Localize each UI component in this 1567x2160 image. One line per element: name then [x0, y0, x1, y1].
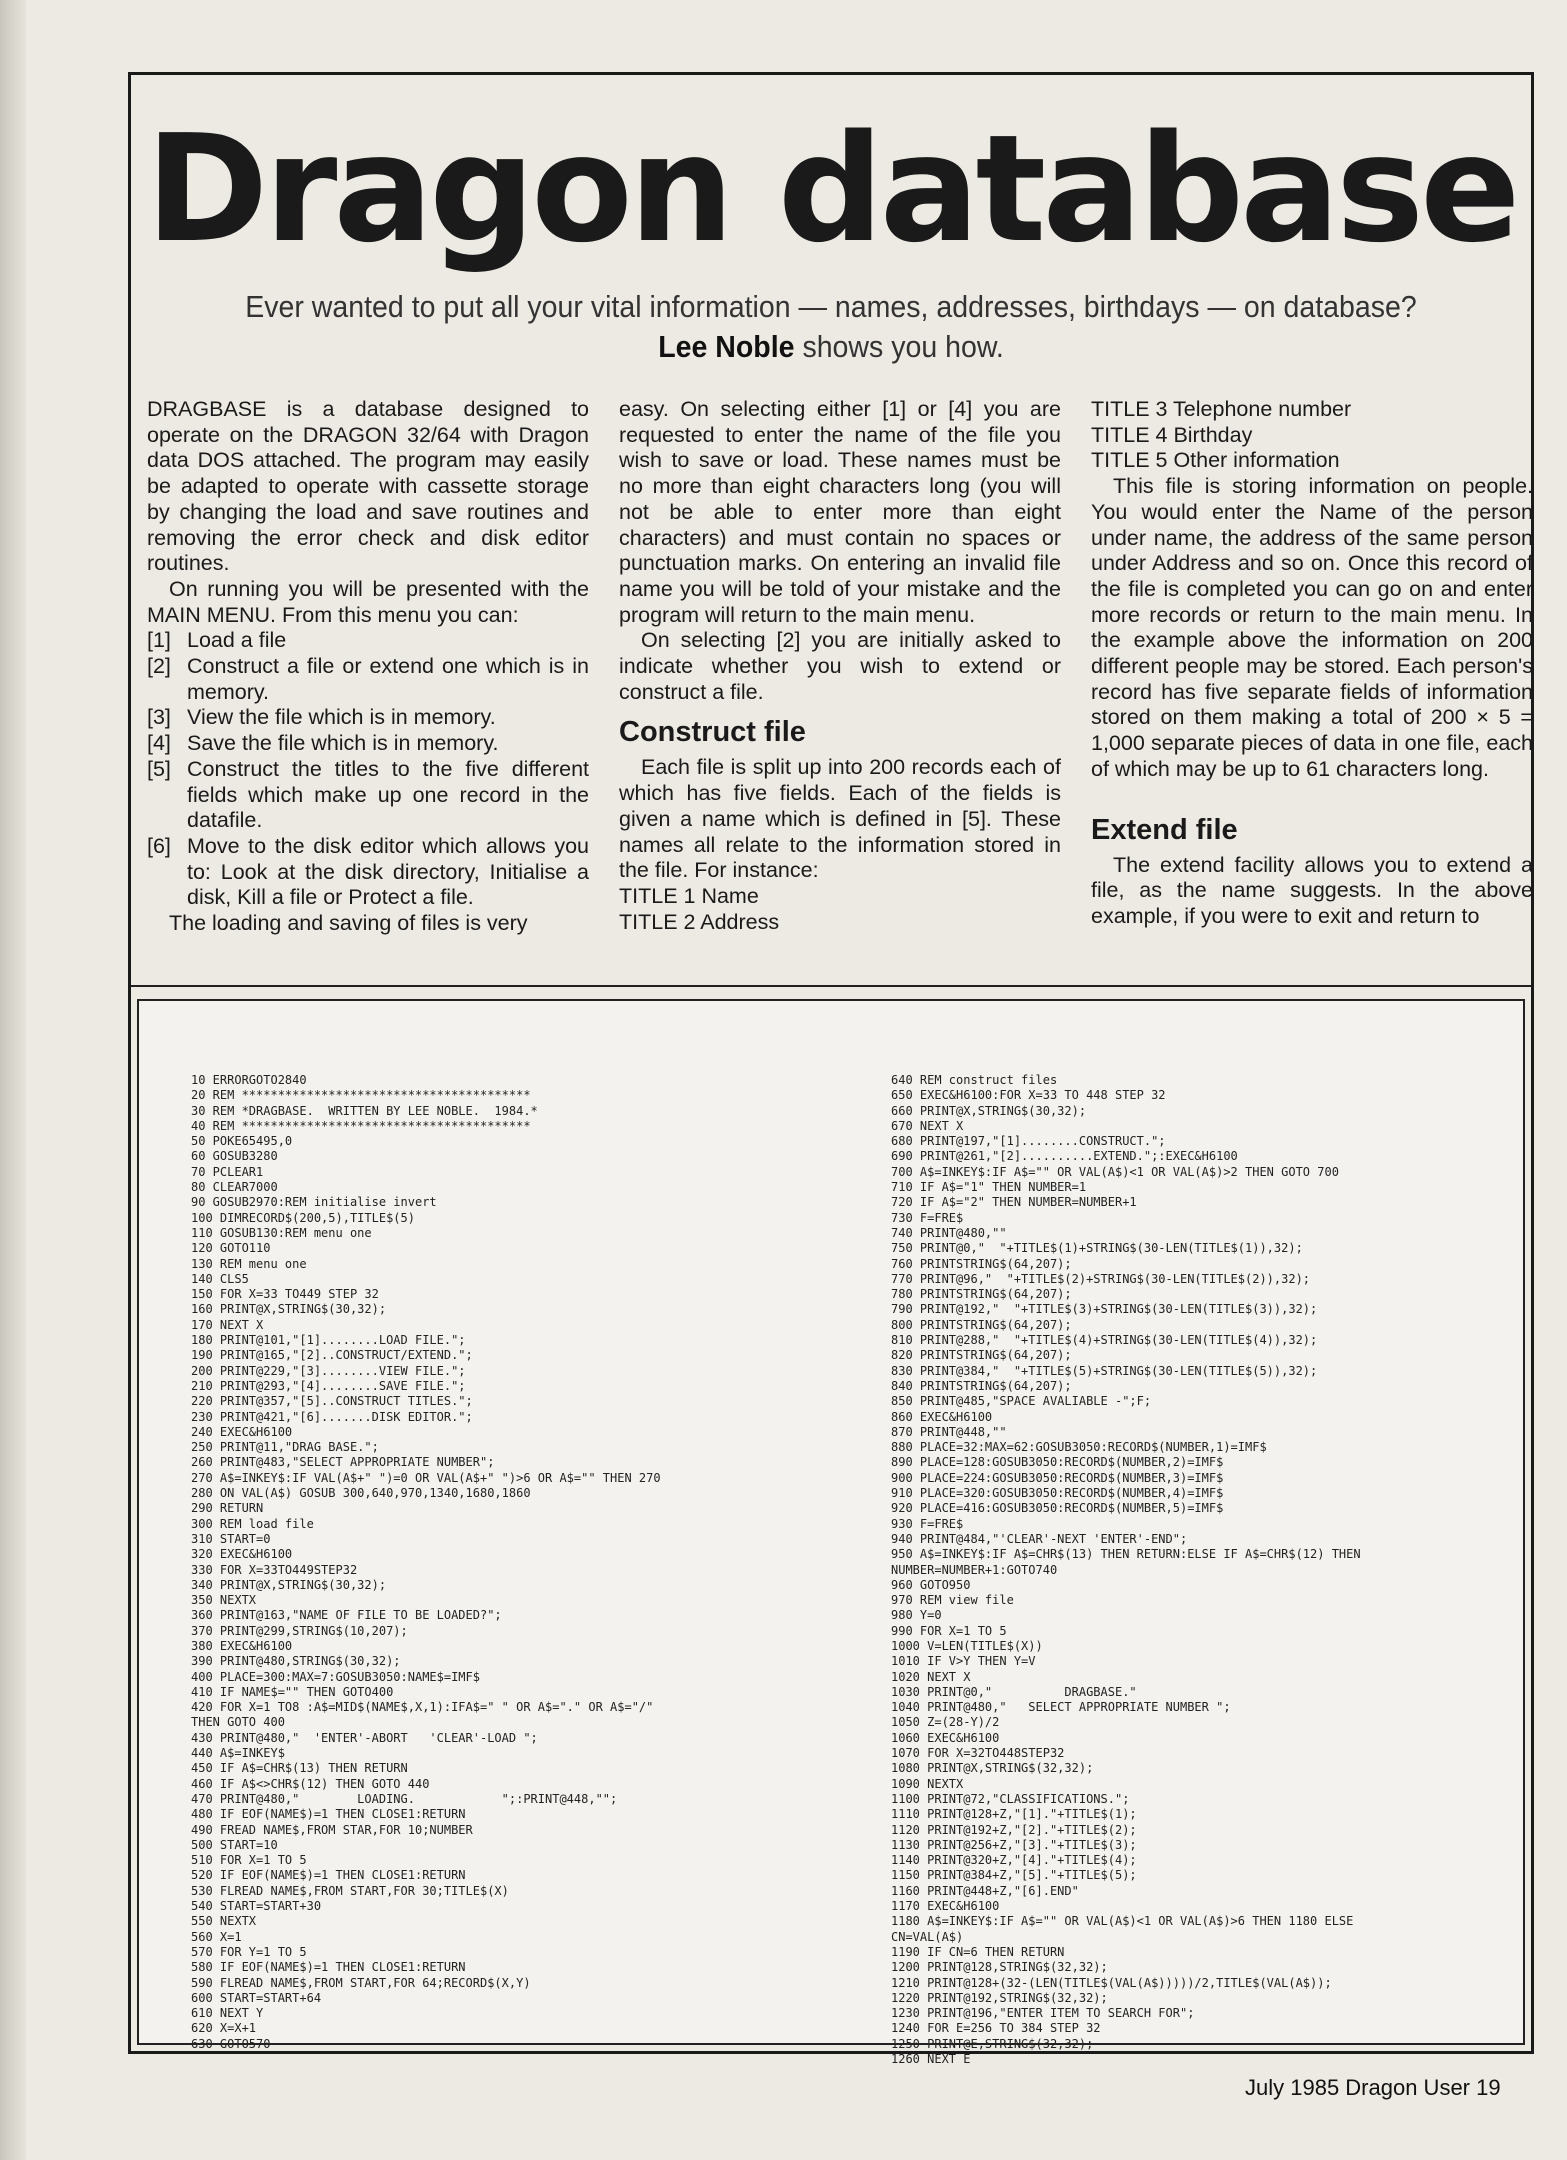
title-example: TITLE 1 Name [619, 883, 759, 908]
listing-right-column: 640 REM construct files 650 EXEC&H6100:FOR X=33 TO 448 STEP 32 660 PRINT@X,STRING$(30,32); 670 NEXT X 680 PRINT@197,"[1]........CONSTRUCT."; 690 PRINT@261,"[2]..........EXTEND.";:EXEC&H6100 700 A$=INKEY$:IF A$="" OR VAL(A$)<1 OR VAL(A$)>2 THEN GOTO 700 710 IF A$="1" THEN NUMBER=1 720 IF A$="2" THEN NUMBER=NUMBER+1 730 F=FRE$ 740 PRINT@480,"" 750 PRINT@0," "+TITLE$(1)+STRING$(30-LEN(TITLE$(1)),32); 760 PRINTSTRING$(64,207); 770 PRINT@96," "+TITLE$(2)+STRING$(30-LEN(TITLE$(2)),32); 780 PRINTSTRING$(64,207); 790 PRINT@192," "+TITLE$(3)+STRING$(30-LEN(TITLE$(3)),32); 800 PRINTSTRING$(64,207); 810 PRINT@288," "+TITLE$(4)+STRING$(30-LEN(TITLE$(4)),32); 820 PRINTSTRING$(64,207); 830 PRINT@384," "+TITLE$(5)+STRING$(30-LEN(TITLE$(5)),32); 840 PRINTSTRING$(64,207); 850 PRINT@485,"SPACE AVALIABLE -";F; 860 EXEC&H6100 870 PRINT@448,"" 880 PLACE=32:MAX=62:GOSUB3050:RECORD$(NUMBER,1)=IMF$ 890 PLACE=128:GOSUB3050:RECORD$(NUMBER,2)=IMF$ 900 PLACE=224:GOSUB3050:RECORD$(NUMBER,3)=IMF$ 910 PLACE=320:GOSUB3050:RECORD$(NUMBER,4)=IMF$ 920 PLACE=416:GOSUB3050:RECORD$(NUMBER,5)=IMF$ 930 F=FRE$ 940 PRINT@484,"'CLEAR'-NEXT 'ENTER'-END"; 950 A$=INKEY$:IF A$=CHR$(13) THEN RETURN:ELSE IF A$=CHR$(12) THEN NUMBER=NUMBER+1:GOTO740 960 GOTO950 970 REM view file 980 Y=0 990 FOR X=1 TO 5 1000 V=LEN(TITLE$(X)) 1010 IF V>Y THEN Y=V 1020 NEXT X 1030 PRINT@0," DRAGBASE." 1040 PRINT@480," SELECT APPROPRIATE NUMBER "; 1050 Z=(28-Y)/2 1060 EXEC&H6100 1070 FOR X=32TO448STEP32 1080 PRINT@X,STRING$(32,32); 1090 NEXTX 1100 PRINT@72,"CLASSIFICATIONS."; 1110 PRINT@128+Z,"[1]."+TITLE$(1); 1120 PRINT@192+Z,"[2]."+TITLE$(2); 1130 PRINT@256+Z,"[3]."+TITLE$(3); 1140 PRINT@320+Z,"[4]."+TITLE$(4); 1150 PRINT@384+Z,"[5]."+TITLE$(5); 1160 PRINT@448+Z,"[6].END" 1170 EXEC&H6100 1180 A$=INKEY$:IF A$="" OR VAL(A$)<1 OR VAL(A$)>6 THEN 1180 ELSE CN=VAL(A$) 1190 IF CN=6 THEN RETURN 1200 PRINT@128,STRING$(32,32); 1210 PRINT@128+(32-(LEN(TITLE$(VAL(A$)))))/2,TITLE$(VAL(A$)); 1220 PRINT@192,STRING$(32,32); 1230 PRINT@196,"ENTER ITEM TO SEARCH FOR"; 1240 FOR E=256 TO 384 STEP 32 1250 PRINT@E,STRING$(32,32); 1260 NEXT E [891, 1073, 1361, 2066]
menu-number: [4] [147, 731, 171, 756]
menu-text: Construct a file or extend one which is in memory. [187, 654, 589, 704]
menu-list-item [147, 705, 589, 731]
menu-text: View the file which is in memory. [187, 705, 496, 730]
menu-list-item [147, 834, 589, 911]
standfirst-line2-rest: shows you how. [794, 329, 1004, 364]
article-title: Dragon database [145, 103, 1517, 275]
standfirst [187, 287, 1475, 367]
menu-text: Save the file which is in memory. [187, 731, 499, 756]
subheading-extend-file: Extend file [1091, 813, 1238, 846]
paragraph: The loading and saving of files is very [169, 911, 528, 936]
column-2 [619, 397, 1061, 935]
paragraph: DRAGBASE is a database designed to operate on the DRAGON 32/64 with Dragon data DOS attached. The program may easily be adapted to operate with cassette storage by changing the load and save routines and removing the error check and disk editor routines. [147, 397, 589, 576]
standfirst-line2 [187, 327, 1475, 367]
menu-number: [2] [147, 654, 171, 679]
title-example: TITLE 3 Telephone number [1091, 397, 1352, 421]
program-listing-box [131, 985, 1531, 2066]
paragraph: easy. On selecting either [1] or [4] you are requested to enter the name of the file you wish to save or load. These names must be no more than eight characters long (you will not be able to enter more than eight characters) and must contain no spaces or punctuation marks. On entering an invalid file name you will be told of your mistake and the program will return to the main menu. [619, 397, 1061, 627]
subheading-construct-file: Construct file [619, 716, 806, 749]
paragraph: This file is storing information on people. You would enter the Name of the person under name, the address of the same person under Address and so on. Once this record of the file is completed you can go on and enter more records or return to the main menu. In the example above the information on 200 different people may be stored. Each person's record has five separate fields of information stored on them making a total of 200 × 5 = 1,000 separate pieces of data in one file, each of which may be up to 61 characters long. [1091, 474, 1533, 781]
column-3 [1091, 397, 1533, 930]
column-1 [147, 397, 589, 937]
article-frame [128, 72, 1534, 2066]
listing-left-column: 10 ERRORGOTO2840 20 REM **************************************** 30 REM *DRAGBASE. WRITTEN BY LEE NOBLE. 1984.* 40 REM **************************************** 50 POKE65495,0 60 GOSUB3280 70 PCLEAR1 80 CLEAR7000 90 GOSUB2970:REM initialise invert 100 DIMRECORD$(200,5),TITLE$(5) 110 GOSUB130:REM menu one 120 GOTO110 130 REM menu one 140 CLS5 150 FOR X=33 TO449 STEP 32 160 PRINT@X,STRING$(30,32); 170 NEXT X 180 PRINT@101,"[1]........LOAD FILE."; 190 PRINT@165,"[2]..CONSTRUCT/EXTEND."; 200 PRINT@229,"[3]........VIEW FILE."; 210 PRINT@293,"[4]........SAVE FILE."; 220 PRINT@357,"[5]..CONSTRUCT TITLES."; 230 PRINT@421,"[6].......DISK EDITOR."; 240 EXEC&H6100 250 PRINT@11,"DRAG BASE."; 260 PRINT@483,"SELECT APPROPRIATE NUMBER"; 270 A$=INKEY$:IF VAL(A$+" ")=0 OR VAL(A$+" ")>6 OR A$="" THEN 270 280 ON VAL(A$) GOSUB 300,640,970,1340,1680,1860 290 RETURN 300 REM load file 310 START=0 320 EXEC&H6100 330 FOR X=33TO449STEP32 340 PRINT@X,STRING$(30,32); 350 NEXTX 360 PRINT@163,"NAME OF FILE TO BE LOADED?"; 370 PRINT@299,STRING$(10,207); 380 EXEC&H6100 390 PRINT@480,STRING$(30,32); 400 PLACE=300:MAX=7:GOSUB3050:NAME$=IMF$ 410 IF NAME$="" THEN GOTO400 420 FOR X=1 TO8 :A$=MID$(NAME$,X,1):IFA$=" " OR A$="." OR A$="/" THEN GOTO 400 430 PRINT@480," 'ENTER'-ABORT 'CLEAR'-LOAD "; 440 A$=INKEY$ 450 IF A$=CHR$(13) THEN RETURN 460 IF A$<>CHR$(12) THEN GOTO 440 470 PRINT@480," LOADING. ";:PRINT@448,""; 480 IF EOF(NAME$)=1 THEN CLOSE1:RETURN 490 FREAD NAME$,FROM STAR,FOR 10;NUMBER 500 START=10 510 FOR X=1 TO 5 520 IF EOF(NAME$)=1 THEN CLOSE1:RETURN 530 FLREAD NAME$,FROM START,FOR 30;TITLE$(X) 540 START=START+30 550 NEXTX 560 X=1 570 FOR Y=1 TO 5 580 IF EOF(NAME$)=1 THEN CLOSE1:RETURN 590 FLREAD NAME$,FROM START,FOR 64;RECORD$(X,Y) 600 START=START+64 610 NEXT Y 620 X=X+1 630 GOTO570 [191, 1073, 661, 2051]
menu-list-item [147, 757, 589, 834]
paragraph: Each file is split up into 200 records each of which has five fields. Each of the fields is given a name which is defined in [5]. These names all relate to the information stored in the file. For instance: [619, 755, 1061, 883]
menu-text: Move to the disk editor which allows you to: Look at the disk directory, Initialise a disk, Kill a file or Protect a file. [187, 833, 589, 910]
menu-list-item [147, 628, 589, 654]
title-example: TITLE 4 Birthday [1091, 422, 1253, 447]
paragraph: The extend facility allows you to extend a file, as the name suggests. In the above example, if you were to exit and return to [1091, 852, 1533, 928]
menu-number: [3] [147, 705, 171, 730]
menu-text: Load a file [187, 628, 287, 653]
page-binding-shadow [0, 0, 26, 2160]
program-listing-panel [137, 999, 1525, 2066]
paragraph: On selecting [2] you are initially asked to indicate whether you wish to extend or construct a file. [619, 628, 1061, 704]
menu-number: [6] [147, 833, 171, 858]
paragraph: On running you will be presented with the MAIN MENU. From this menu you can: [147, 576, 589, 627]
menu-number: [1] [147, 628, 171, 653]
title-example: TITLE 5 Other information [1091, 448, 1340, 473]
menu-number: [5] [147, 756, 171, 781]
menu-list-item [147, 654, 589, 705]
title-example: TITLE 2 Address [619, 909, 780, 934]
menu-text: Construct the titles to the five different fields which make up one record in the datafile. [187, 756, 589, 833]
page-footer: July 1985 Dragon User 19 [1245, 2075, 1501, 2100]
menu-list-item [147, 731, 589, 757]
author-name: Lee Noble [658, 329, 795, 364]
standfirst-line1: Ever wanted to put all your vital information — names, addresses, birthdays — on database? [245, 289, 1417, 324]
